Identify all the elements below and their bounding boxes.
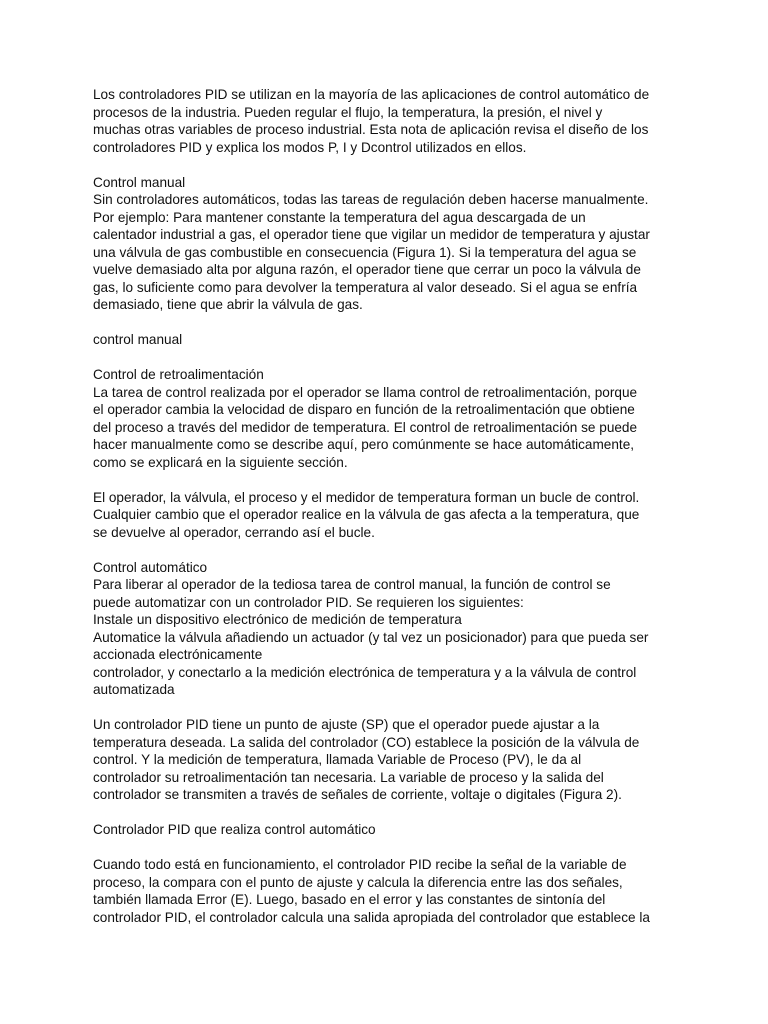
text-line: La tarea de control realizada por el operador se llama control de retroalimentación, porque: [93, 384, 638, 400]
text-line: Los controladores PID se utilizan en la mayoría de las aplicaciones de control automático de: [93, 87, 650, 102]
text-line: controlador PID, el controlador calcula una salida apropiada del controlador que establece la: [93, 909, 650, 925]
section-heading: Control automático: [93, 559, 208, 575]
control-loop-paragraph: [93, 489, 683, 542]
text-line: del proceso a través del medidor de temperatura. El control de retroalimentación se puede: [93, 419, 638, 435]
text-line: proceso, la compara con el punto de ajuste y calcula la diferencia entre las dos señales,: [93, 874, 623, 890]
text-line: accionada electrónicamente: [93, 647, 263, 662]
text-line: controlador se transmiten a través de señales de corriente, voltaje o digitales (Figura 2).: [93, 787, 622, 802]
text-line: controladores PID y explica los modos P, I y Dcontrol utilizados en ellos.: [93, 139, 527, 155]
text-line: temperatura deseada. La salida del controlador (CO) establece la posición de la válvula de: [93, 734, 640, 750]
text-line: como se explicará en la siguiente sección.: [93, 454, 348, 470]
text-line: Para liberar al operador de la tediosa tarea de control manual, la función de control se: [93, 577, 611, 592]
figure-caption-pid: [93, 821, 683, 839]
automatic-control-section: [93, 559, 683, 699]
text-line: muchas otras variables de proceso industrial. Esta nota de aplicación revisa el diseño de los: [93, 122, 649, 137]
text-line: Un controlador PID tiene un punto de ajuste (SP) que el operador puede ajustar a la: [93, 717, 600, 732]
operation-paragraph: [93, 856, 683, 926]
text-line: controlador, y conectarlo a la medición electrónica de temperatura y a la válvula de control: [93, 664, 637, 680]
text-line: Cualquier cambio que el operador realice en la válvula de gas afecta a la temperatura, que: [93, 507, 640, 522]
text-line: calentador industrial a gas, el operador tiene que vigilar un medidor de temperatura y ajustar: [93, 227, 650, 242]
text-line: una válvula de gas combustible en consecuencia (Figura 1). Si la temperatura del agua se: [93, 244, 637, 260]
text-line: Cuando todo está en funcionamiento, el controlador PID recibe la señal de la variable de: [93, 857, 627, 872]
text-line: El operador, la válvula, el proceso y el medidor de temperatura forman un bucle de control.: [93, 489, 640, 505]
text-line: puede automatizar con un controlador PID. Se requieren los siguientes:: [93, 594, 524, 610]
text-line: automatizada: [93, 682, 175, 697]
section-heading: Control manual: [93, 174, 186, 190]
text-line: demasiado, tiene que abrir la válvula de gas.: [93, 297, 363, 312]
feedback-control-section: [93, 366, 683, 471]
caption-line: Controlador PID que realiza control automático: [93, 822, 376, 837]
manual-control-section: [93, 174, 683, 314]
section-heading: Control de retroalimentación: [93, 367, 264, 382]
text-line: Instale un dispositivo electrónico de medición de temperatura: [93, 612, 462, 627]
text-line: controlador su retroalimentación tan necesaria. La variable de proceso y la salida del: [93, 769, 604, 785]
document-body: [93, 86, 683, 944]
text-line: Por ejemplo: Para mantener constante la temperatura del agua descargada de un: [93, 209, 586, 225]
text-line: control. Y la medición de temperatura, llamada Variable de Proceso (PV), le da al: [93, 752, 582, 767]
text-line: hacer manualmente como se describe aquí, pero comúnmente se hace automáticamente,: [93, 437, 635, 452]
text-line: se devuelve al operador, cerrando así el bucle.: [93, 524, 375, 540]
text-line: Automatice la válvula añadiendo un actuador (y tal vez un posicionador) para que pueda ser: [93, 629, 649, 645]
text-line: gas, lo suficiente como para devolver la temperatura al valor deseado. Si el agua se enfría: [93, 279, 638, 295]
figure-caption-manual: [93, 331, 683, 349]
text-line: procesos de la industria. Pueden regular el flujo, la temperatura, la presión, el nivel y: [93, 104, 603, 120]
intro-paragraph: [93, 86, 683, 156]
text-line: vuelve demasiado alta por alguna razón, el operador tiene que cerrar un poco la válvula de: [93, 262, 641, 277]
caption-line: control manual: [93, 332, 183, 347]
text-line: el operador cambia la velocidad de disparo en función de la retroalimentación que obtiene: [93, 402, 635, 417]
pid-setpoint-paragraph: [93, 716, 683, 804]
text-line: también llamada Error (E). Luego, basado en el error y las constantes de sintonía del: [93, 892, 606, 907]
text-line: Sin controladores automáticos, todas las tareas de regulación deben hacerse manualmente.: [93, 192, 649, 207]
